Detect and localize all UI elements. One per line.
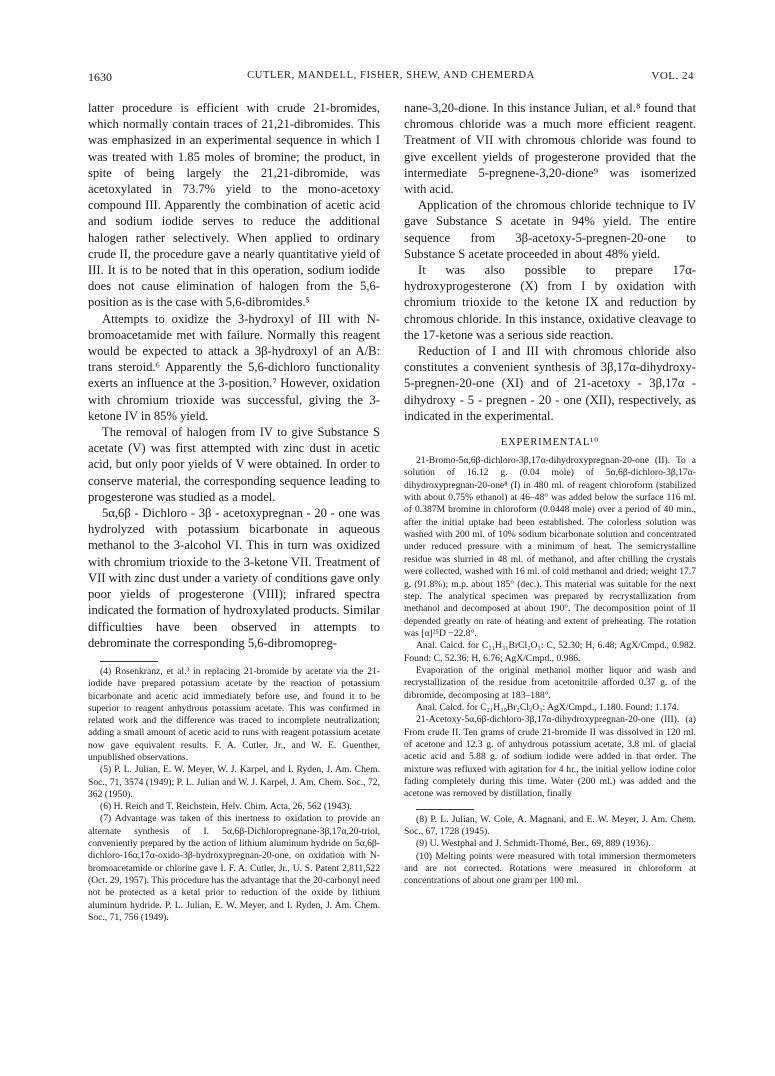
paragraph: Attempts to oxidize the 3-hydroxyl of III with N-bromoacetamide met with failure. Normally this reagent would be expected to attack a 3β-hydroxyl of an A/B: trans steroid.⁶ Apparently the 5,6-dichloro functionality exerts an influence at the 3-position.⁷ However, oxidation with chromium trioxide was successful, giving the 3-ketone IV in 85% yield. [88,311,380,423]
running-header [88,70,694,86]
paragraph: nane-3,20-dione. In this instance Julian, et al.⁸ found that chromous chloride was a much more efficient reagent. Treatment of VII with chromous chloride was found to give excellent yields of progesterone provided that the intermediate 5-pregnene-3,20-dione⁹ was isomerized with acid. [404,101,696,197]
experimental-paragraph: Evaporation of the original methanol mother liquor and wash and recrystallization of the residue from acetonitrile afforded 0.37 g. of the dibromide, decomposing at 183–188°. [404,664,696,701]
footnote: (10) Melting points were measured with total immersion thermometers and are not corrected. Rotations were measured in chloroform at concentrations of about one gram per 100 ml. [404,850,696,887]
left-body-text [88,100,380,651]
experimental-paragraph: 21-Bromo-5α,6β-dichloro-3β,17α-dihydroxypregnan-20-one (II). To a solution of 16.12 g. (0.04 mole) of 5α,6β-dichloro-3β,17α-dihydroxypregnan-20-one⁸ (I) in 480 ml. of reagent chloroform (stabilized with about 0.75% ethanol) at 46–48° was added below the surface 116 ml. of 0.387M bromine in chloroform (0.0448 mole) over a period of 40 min., after the initial uptake had been established. The colorless solution was washed with 200 ml. of 10% sodium bicarbonate solution and concentrated under reduced pressure with a minimum of heat. The semicrystalline residue was slurried in 48 ml. of methanol, and after chilling the crystals were collected, washed with 16 ml. of cold methanol and dried; weight 17.7 g. (91.8%); m.p. about 185° (dec.). This material was suitable for the next step. The analytical specimen was prepared by recrystallization from methanol and decomposed at about 190°. The decomposition point of II depended greatly on rate of heating and extent of preheating. The rotation was [α]²⁵D −22.8°. [404,455,696,639]
left-column [88,100,380,924]
experimental-paragraph: 21-Acetoxy-5α,6β-dichloro-3β,17α-dihydroxypregnan-20-one (III). (a) From crude II. Ten grams of crude 21-bromide II was dissolved in 120 ml. of acetone and 12.3 g. of anhydrous potassium acetate, 3.8 ml. of glacial acetic acid and 5.88 g. of sodium iodide were added in that order. The mixture was refluxed with agitation for 4 hr., the initial yellow iodine color fading completely during this time. Water (200 ml.) was added and the acetone was removed by distillation, finally [404,714,696,800]
right-column [404,100,696,887]
section-heading: EXPERIMENTAL¹⁰ [500,437,600,449]
paragraph: It was also possible to prepare 17α-hydroxyprogesterone (X) from I by oxidation with chromium trioxide to the ketone IX and reduction by chromous chloride. In this instance, oxidative cleavage to the 17-ketone was a serious side reaction. [404,263,696,342]
right-footnotes [404,814,696,888]
paragraph: Application of the chromous chloride technique to IV gave Substance S acetate in 94% yield. The entire sequence from 3β-acetoxy-5-pregnen-20-one to Substance S acetate proceeded in about 48% yield. [404,198,696,261]
experimental-section [404,455,696,801]
footnote: (5) P. L. Julian, E. W. Meyer, W. J. Karpel, and I. Ryden, J. Am. Chem. Soc., 71, 3574 (1949); P. L. Julian and W. J. Karpel, J. Am. Chem. Soc., 72, 362 (1950). [88,764,380,800]
paragraph: Reduction of I and III with chromous chloride also constitutes a convenient synthesis of 3β,17α-dihydroxy-5-pregnen-20-one (XI) and of 21-acetoxy - 3β,17α - dihydroxy - 5 - pregnen - 20 - one (XII), respectively, as indicated in the experimental. [404,344,696,423]
paragraph: The removal of halogen from IV to give Substance S acetate (V) was first attempted with zinc dust in acetic acid, but only poor yields of V were obtained. In order to conserve material, the corresponding sequence leading to progesterone was studied as a model. [88,425,380,504]
experimental-paragraph: Anal. Calcd. for C₂₁H₃₀Br₂Cl₂O₃: AgX/Cmpd., 1.180. Found: 1.174. [416,701,679,713]
paragraph: latter procedure is efficient with crude 21-bromides, which normally contain traces of 21,21-dibromides. This was emphasized in an experimental sequence in which I was treated with 1.85 moles of bromine; the product, in spite of being largely the 21,21-dibromide, was acetoxylated in 73.7% yield to the mono-acetoxy compound III. Apparently the combination of acetic acid and sodium iodide serves to reduce the additional halogen rather selectively. When applied to ordinary crude II, the procedure gave a nearly quantitative yield of III. It is to be noted that in this operation, sodium iodide does not cause elimination of halogen from the 5,6-position as is the case with 5,6-dibromides.⁵ [88,101,380,310]
left-footnotes [88,666,380,924]
page-number: 1630 [88,70,112,84]
footnote: (8) P. L. Julian, W. Cole, A. Magnani, and E. W. Meyer, J. Am. Chem. Soc., 67, 1728 (1945). [404,813,696,837]
footnote: (4) Rosenkranz, et al.³ in replacing 21-bromide by acetate via the 21-iodide have prepared potassium acetate by the reaction of potassium bicarbonate and acetic acid immediately before use, and found it to be superior to reagent anhydrous potassium acetate. This was confirmed in related work and the difference was traced to incomplete neutralization; adding a small amount of acetic acid to runs with reagent potassium acetate now gave equivalent results. F. A. Cutler, Jr., and W. E. Guenther, unpublished observations. [88,665,380,763]
footnote-divider [100,661,158,662]
volume-label: VOL. 24 [651,70,694,82]
paragraph: 5α,6β - Dichloro - 3β - acetoxypregnan - 20 - one was hydrolyzed with potassium bicarbonate in aqueous methanol to the 3-alcohol VI. This in turn was oxidized with chromium trioxide to the 3-ketone VII. Treatment of VII with zinc dust under a variety of conditions gave only poor yields of progesterone (VIII); infrared spectra indicated the formation of hydroxylated products. Similar difficulties have been observed in attempts to debrominate the corresponding 5,6-dibromopreg- [88,506,380,650]
footnote: (6) H. Reich and T. Reichstein, Helv. Chim. Acta, 26, 562 (1943). [100,801,352,813]
footnote-divider [416,809,474,810]
experimental-paragraph: Anal. Calcd. for C₂₁H₃₁BrCl₂O₃: C, 52.30; H, 6.48; AgX/Cmpd., 0.982. Found: C, 52.36; H, 6.76; AgX/Cmpd., 0.986. [404,640,696,664]
running-authors: CUTLER, MANDELL, FISHER, SHEW, AND CHEMERDA [247,70,535,81]
footnote: (7) Advantage was taken of this inertness to oxidation to provide an alternate synthesis of I. 5α,6β-Dichloropregnane-3β,17α,20-triol, conveniently prepared by the action of lithium aluminum hydride on 5α,6β-dichloro-16α,17α-oxido-3β-hydroxypregnan-20-one, on oxidation with N-bromoacetamide or chlorine gave I. F. A. Cutler, Jr., U. S. Patent 2,811,522 (Oct. 29, 1957). This procedure has the advantage that the 20-carbonyl need not be protected as a ketal prior to reduction of the oxide by lithium aluminum hydride. P. L. Julian, E. W. Meyer, and I. Ryden, J. Am. Chem. Soc., 71, 756 (1949). [88,813,380,923]
footnote: (9) U. Westphal and J. Schmidt-Thomé, Ber., 69, 889 (1936). [416,838,651,850]
right-body-text [404,100,696,424]
